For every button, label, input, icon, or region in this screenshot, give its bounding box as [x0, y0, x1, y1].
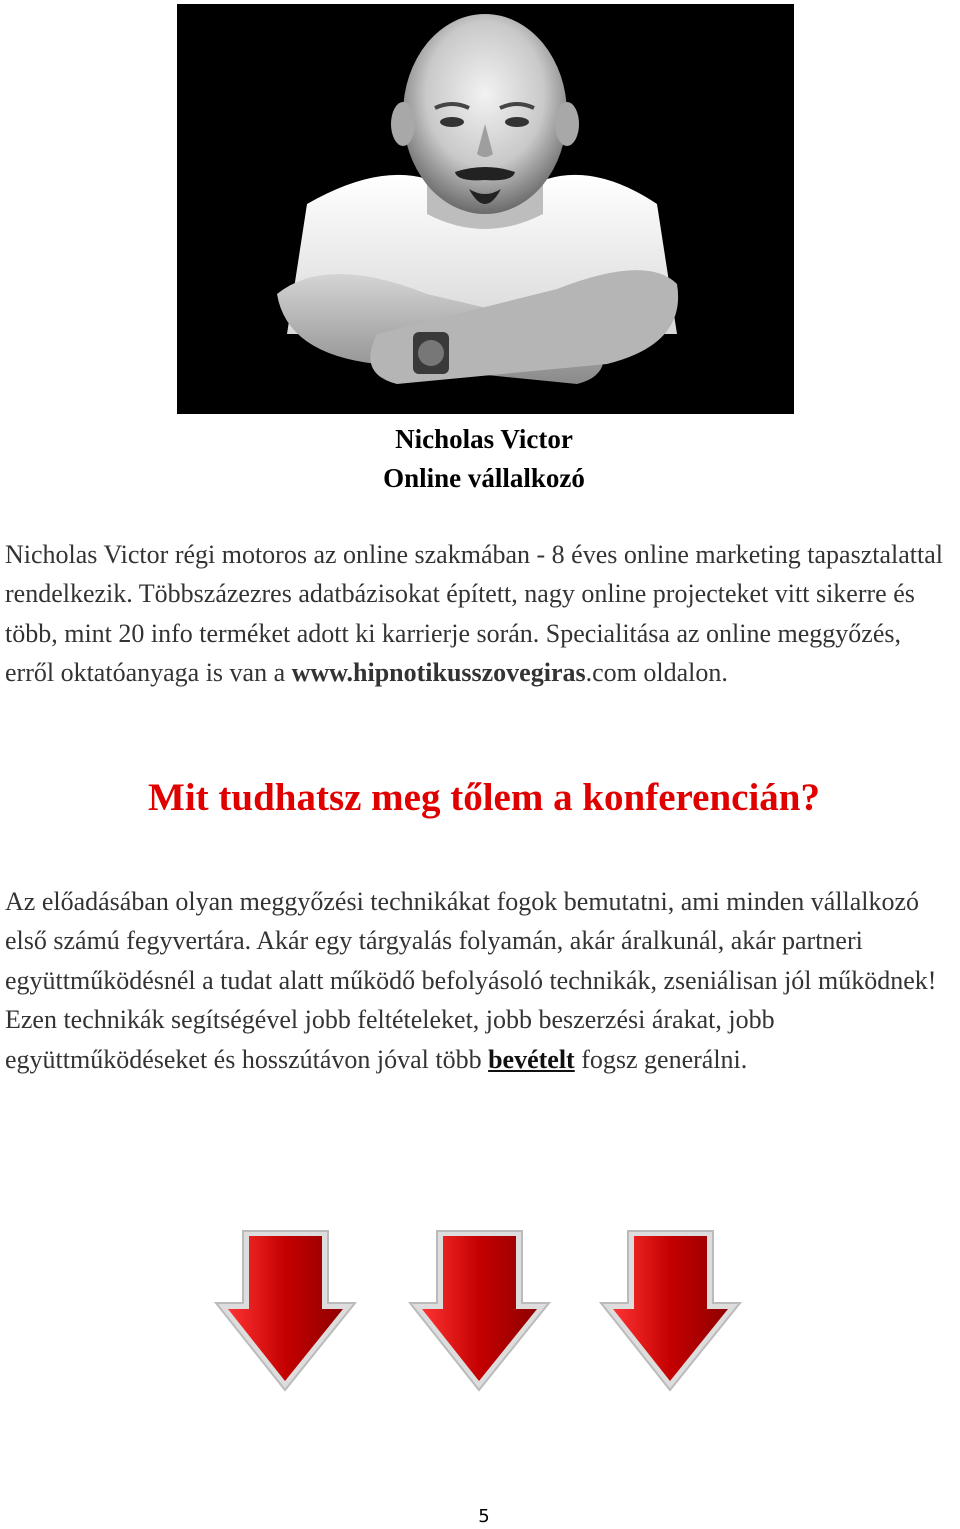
bio-site-link[interactable]: www.hipnotikusszovegiras	[291, 658, 586, 688]
profile-role: Online vállalkozó	[383, 463, 585, 493]
section-heading: Mit tudhatsz meg tőlem a konferencián?	[148, 776, 820, 819]
bio-text: Nicholas Victor régi motoros az online szakmában - 8 éves online marketing tapasztalattal rendelkezik. Többszázezres adatbázisokat épített, nagy online projecteket vitt sikerre és több, mint 20 info terméket adott ki karrierje során. Specialitása az online meggyőzés, erről oktatóanyaga is van a	[5, 540, 943, 688]
red-down-arrow-icon	[407, 1228, 552, 1393]
profile-photo	[177, 4, 794, 414]
red-down-arrow-icon	[598, 1228, 743, 1393]
talk-text-end: fogsz generálni.	[574, 1044, 748, 1074]
talk-paragraph	[5, 882, 960, 1079]
profile-name: Nicholas Victor	[395, 424, 573, 454]
talk-emphasis: bevételt	[488, 1044, 575, 1074]
talk-text: Az előadásában olyan meggyőzési technikákat fogok bemutatni, ami minden vállalkozó első számú fegyvertára. Akár egy tárgyalás folyamán, akár áralkunál, akár partneri együttműködésnél a tudat alatt működő befolyásoló technikák, zseniálisan jól működnek! Ezen technikák segítségével jobb feltételeket, jobb beszerzési árakat, jobb együttműködéseket és hosszútávon jóval több	[5, 887, 937, 1074]
profile-caption	[0, 420, 960, 498]
arrow-row	[0, 1228, 960, 1398]
red-down-arrow-icon	[213, 1228, 358, 1393]
bio-text-end: .com oldalon.	[585, 658, 728, 688]
bio-paragraph	[5, 535, 955, 693]
page-number: 5	[478, 1506, 490, 1527]
